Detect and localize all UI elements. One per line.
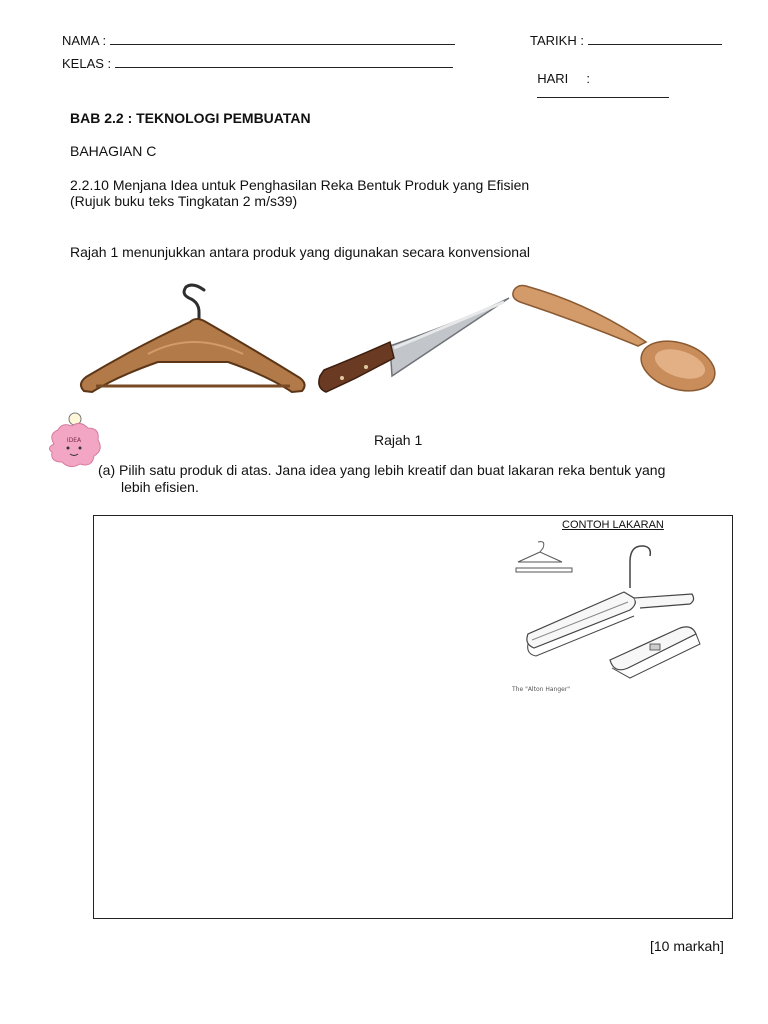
clothes-hanger-image — [78, 284, 310, 396]
question-line-2: lebih efisien. — [121, 479, 199, 495]
sample-sketch-label: CONTOH LAKARAN — [562, 519, 664, 531]
wooden-spoon-image — [510, 284, 718, 394]
chapter-title: BAB 2.2 : TEKNOLOGI PEMBUATAN — [70, 110, 311, 126]
answer-sketch-box[interactable] — [93, 515, 733, 919]
sample-sketch-caption: The "Alton Hanger" — [512, 686, 571, 693]
section-title: BAHAGIAN C — [70, 143, 157, 159]
tarikh-line — [588, 34, 722, 45]
idea-mascot-image — [44, 410, 106, 476]
figure-caption: Rajah 1 — [374, 432, 423, 448]
marks-label: [10 markah] — [650, 938, 724, 954]
kelas-label: KELAS : — [62, 56, 112, 71]
kelas-field[interactable] — [62, 56, 453, 71]
nama-field[interactable] — [62, 33, 455, 48]
hari-line — [537, 87, 669, 98]
tarikh-label: TARIKH : — [530, 33, 584, 48]
mascot-text: IDEA — [66, 437, 82, 444]
intro-text: Rajah 1 menunjukkan antara produk yang digunakan secara konvensional — [70, 244, 530, 260]
hari-label: HARI : — [537, 71, 590, 86]
topic-line-1: 2.2.10 Menjana Idea untuk Penghasilan Reka Bentuk Produk yang Efisien — [70, 177, 530, 193]
kitchen-knife-image — [314, 296, 512, 396]
topic-line-2: (Rujuk buku teks Tingkatan 2 m/s39) — [70, 193, 298, 209]
question-line-1: (a) Pilih satu produk di atas. Jana idea yang lebih kreatif dan buat lakaran reka bentuk yang — [98, 462, 666, 478]
kelas-line — [115, 57, 453, 68]
tarikh-field[interactable] — [530, 33, 722, 48]
sample-sketch-image — [510, 540, 716, 700]
hari-field[interactable] — [530, 56, 669, 101]
nama-line — [110, 34, 455, 45]
nama-label: NAMA : — [62, 33, 107, 48]
